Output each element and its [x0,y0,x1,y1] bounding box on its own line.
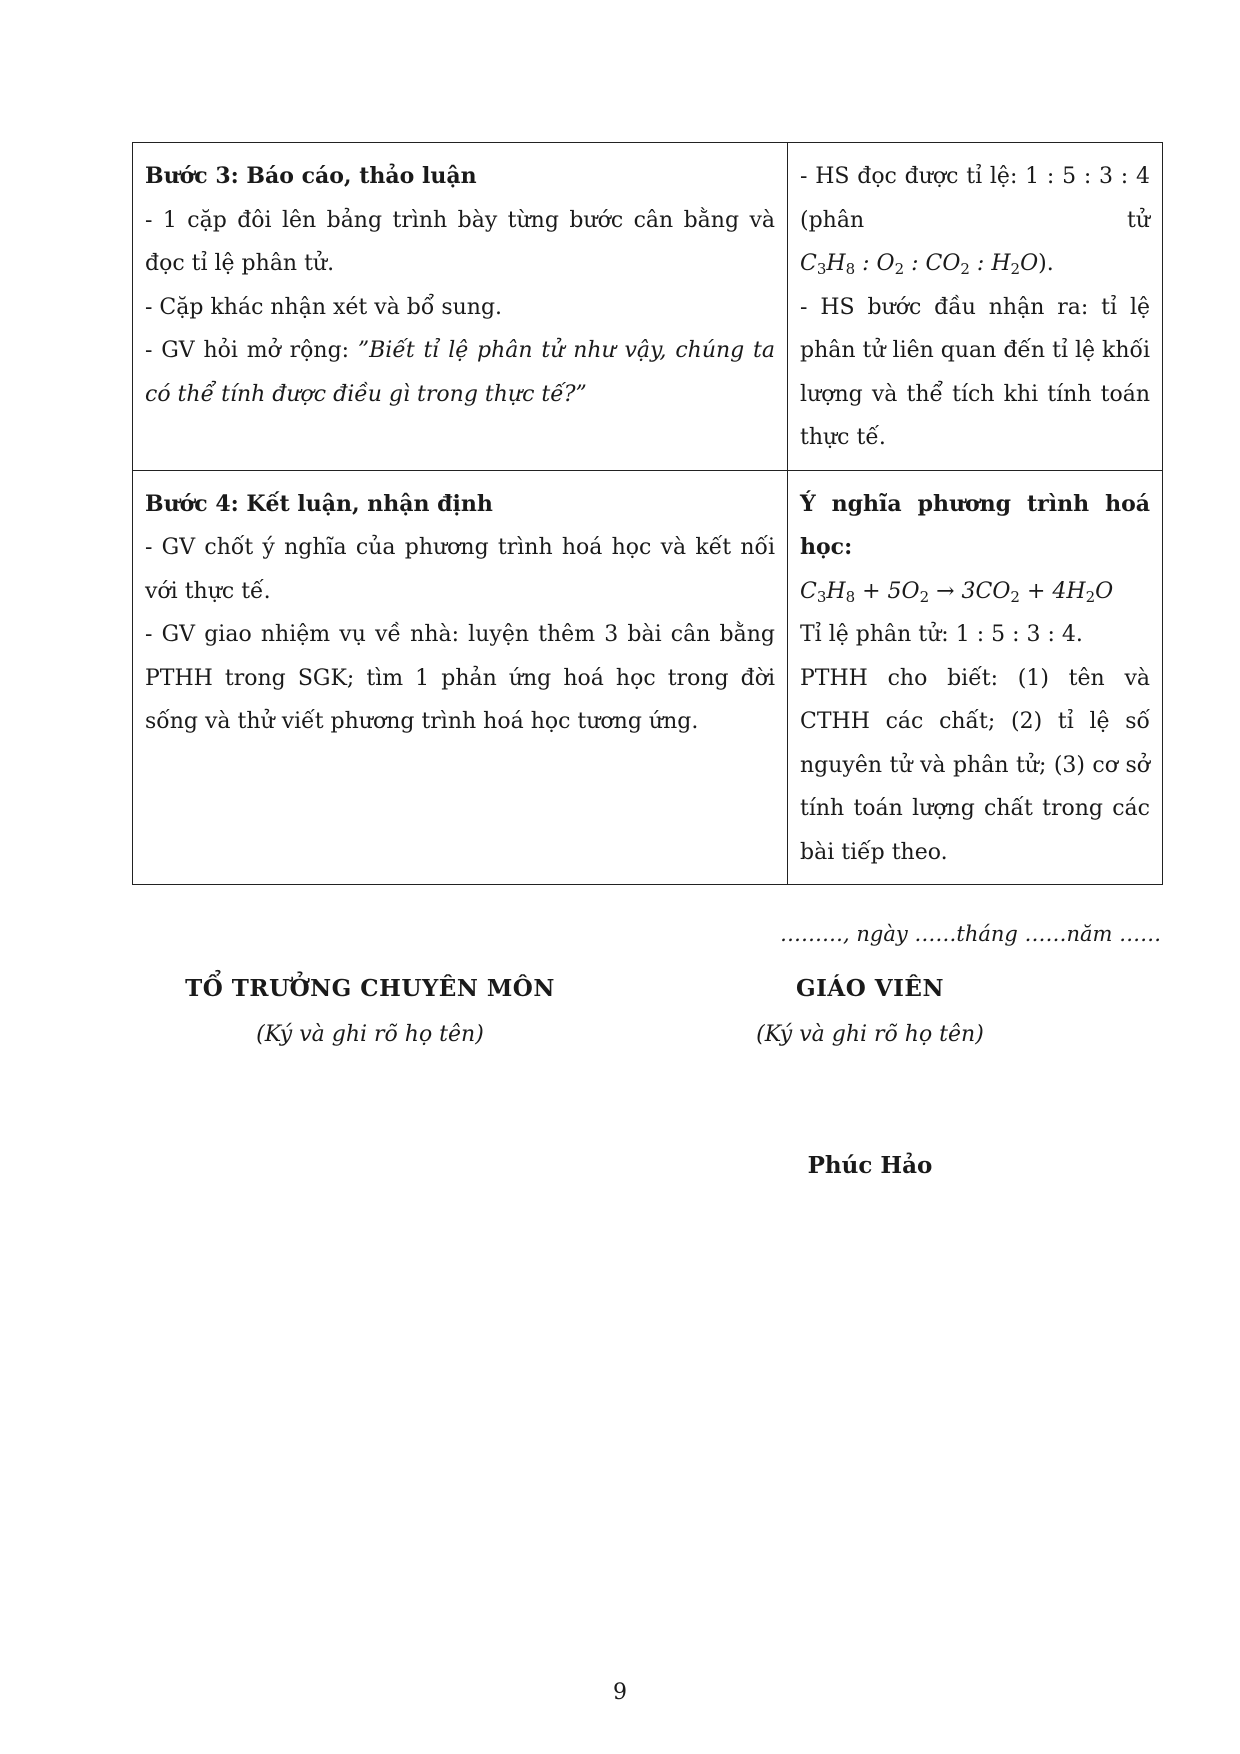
student-outcome-cell [788,470,1163,885]
page-number: 9 [613,1680,627,1705]
step-3-question-quote: ”Biết tỉ lệ phân tử như vậy, chúng ta có thể tính được điều gì trong thực tế?” [145,338,776,407]
table-row-step-4 [133,470,1163,885]
lesson-activity-table [132,142,1163,885]
equation-meaning-heading: Ý nghĩa phương trình hoá học: [800,490,1150,560]
date-line: ………, ngày ……tháng ……năm …… [780,922,1162,946]
step-4-heading: Bước 4: Kết luận, nhận định [145,490,493,517]
combustion-equation: $C_3H_8 + 5O_2 \to 3CO_2 + 4H_2O$ [800,578,1114,606]
step-3-point-2: - Cặp khác nhận xét và bổ sung. [145,294,503,320]
step-4-point-1: - GV chốt ý nghĩa của phương trình hoá học và kết nối với thực tế. [145,535,775,604]
equation-meaning-text: PTHH cho biết: (1) tên và CTHH các chất; (2) tỉ lệ số nguyên tử và phân tử; (3) cơ sở tính toán lượng chất trong các bài tiếp theo. [800,665,1150,865]
molecule-ratio-line: Tỉ lệ phân tử: 1 : 5 : 3 : 4. [800,622,1083,647]
step-3-point-3 [145,329,775,416]
student-outcome-cell [788,143,1163,471]
molecule-ratio-formula: $C_3H_8$ : $O_2$ : $CO_2$ : $H_2O$ [800,251,1039,278]
step-3-outcome-1-suffix: ). [1038,251,1054,276]
head-of-department-title: TỔ TRƯỞNG CHUYÊN MÔN [185,975,555,1002]
step-4-point-2: - GV giao nhiệm vụ về nhà: luyện thêm 3 bài cân bằng PTHH trong SGK; tìm 1 phản ứng hoá học trong đời sống và thử viết phương trình hoá học tương ứng. [145,622,775,734]
teacher-activity-cell [133,470,788,885]
teacher-sign-note: (Ký và ghi rõ họ tên) [756,1022,984,1047]
head-of-department-sign-note: (Ký và ghi rõ họ tên) [256,1022,484,1047]
step-3-heading: Bước 3: Báo cáo, thảo luận [145,163,477,189]
step-3-outcome-1-prefix: - HS đọc được tỉ lệ: 1 : 5 : 3 : 4 (phân tử [800,164,1150,233]
teacher-name: Phúc Hảo [807,1152,933,1179]
step-3-outcome-1 [800,155,1150,286]
table-row-step-3 [133,143,1163,471]
teacher-activity-cell [133,143,788,471]
step-3-point-3-prefix: - GV hỏi mở rộng: [145,338,358,363]
step-3-outcome-2: - HS bước đầu nhận ra: tỉ lệ phân tử liên quan đến tỉ lệ khối lượng và thể tích khi tính toán thực tế. [800,294,1151,450]
teacher-title: GIÁO VIÊN [796,975,944,1002]
step-3-point-1: - 1 cặp đôi lên bảng trình bày từng bước cân bằng và đọc tỉ lệ phân tử. [145,207,775,276]
